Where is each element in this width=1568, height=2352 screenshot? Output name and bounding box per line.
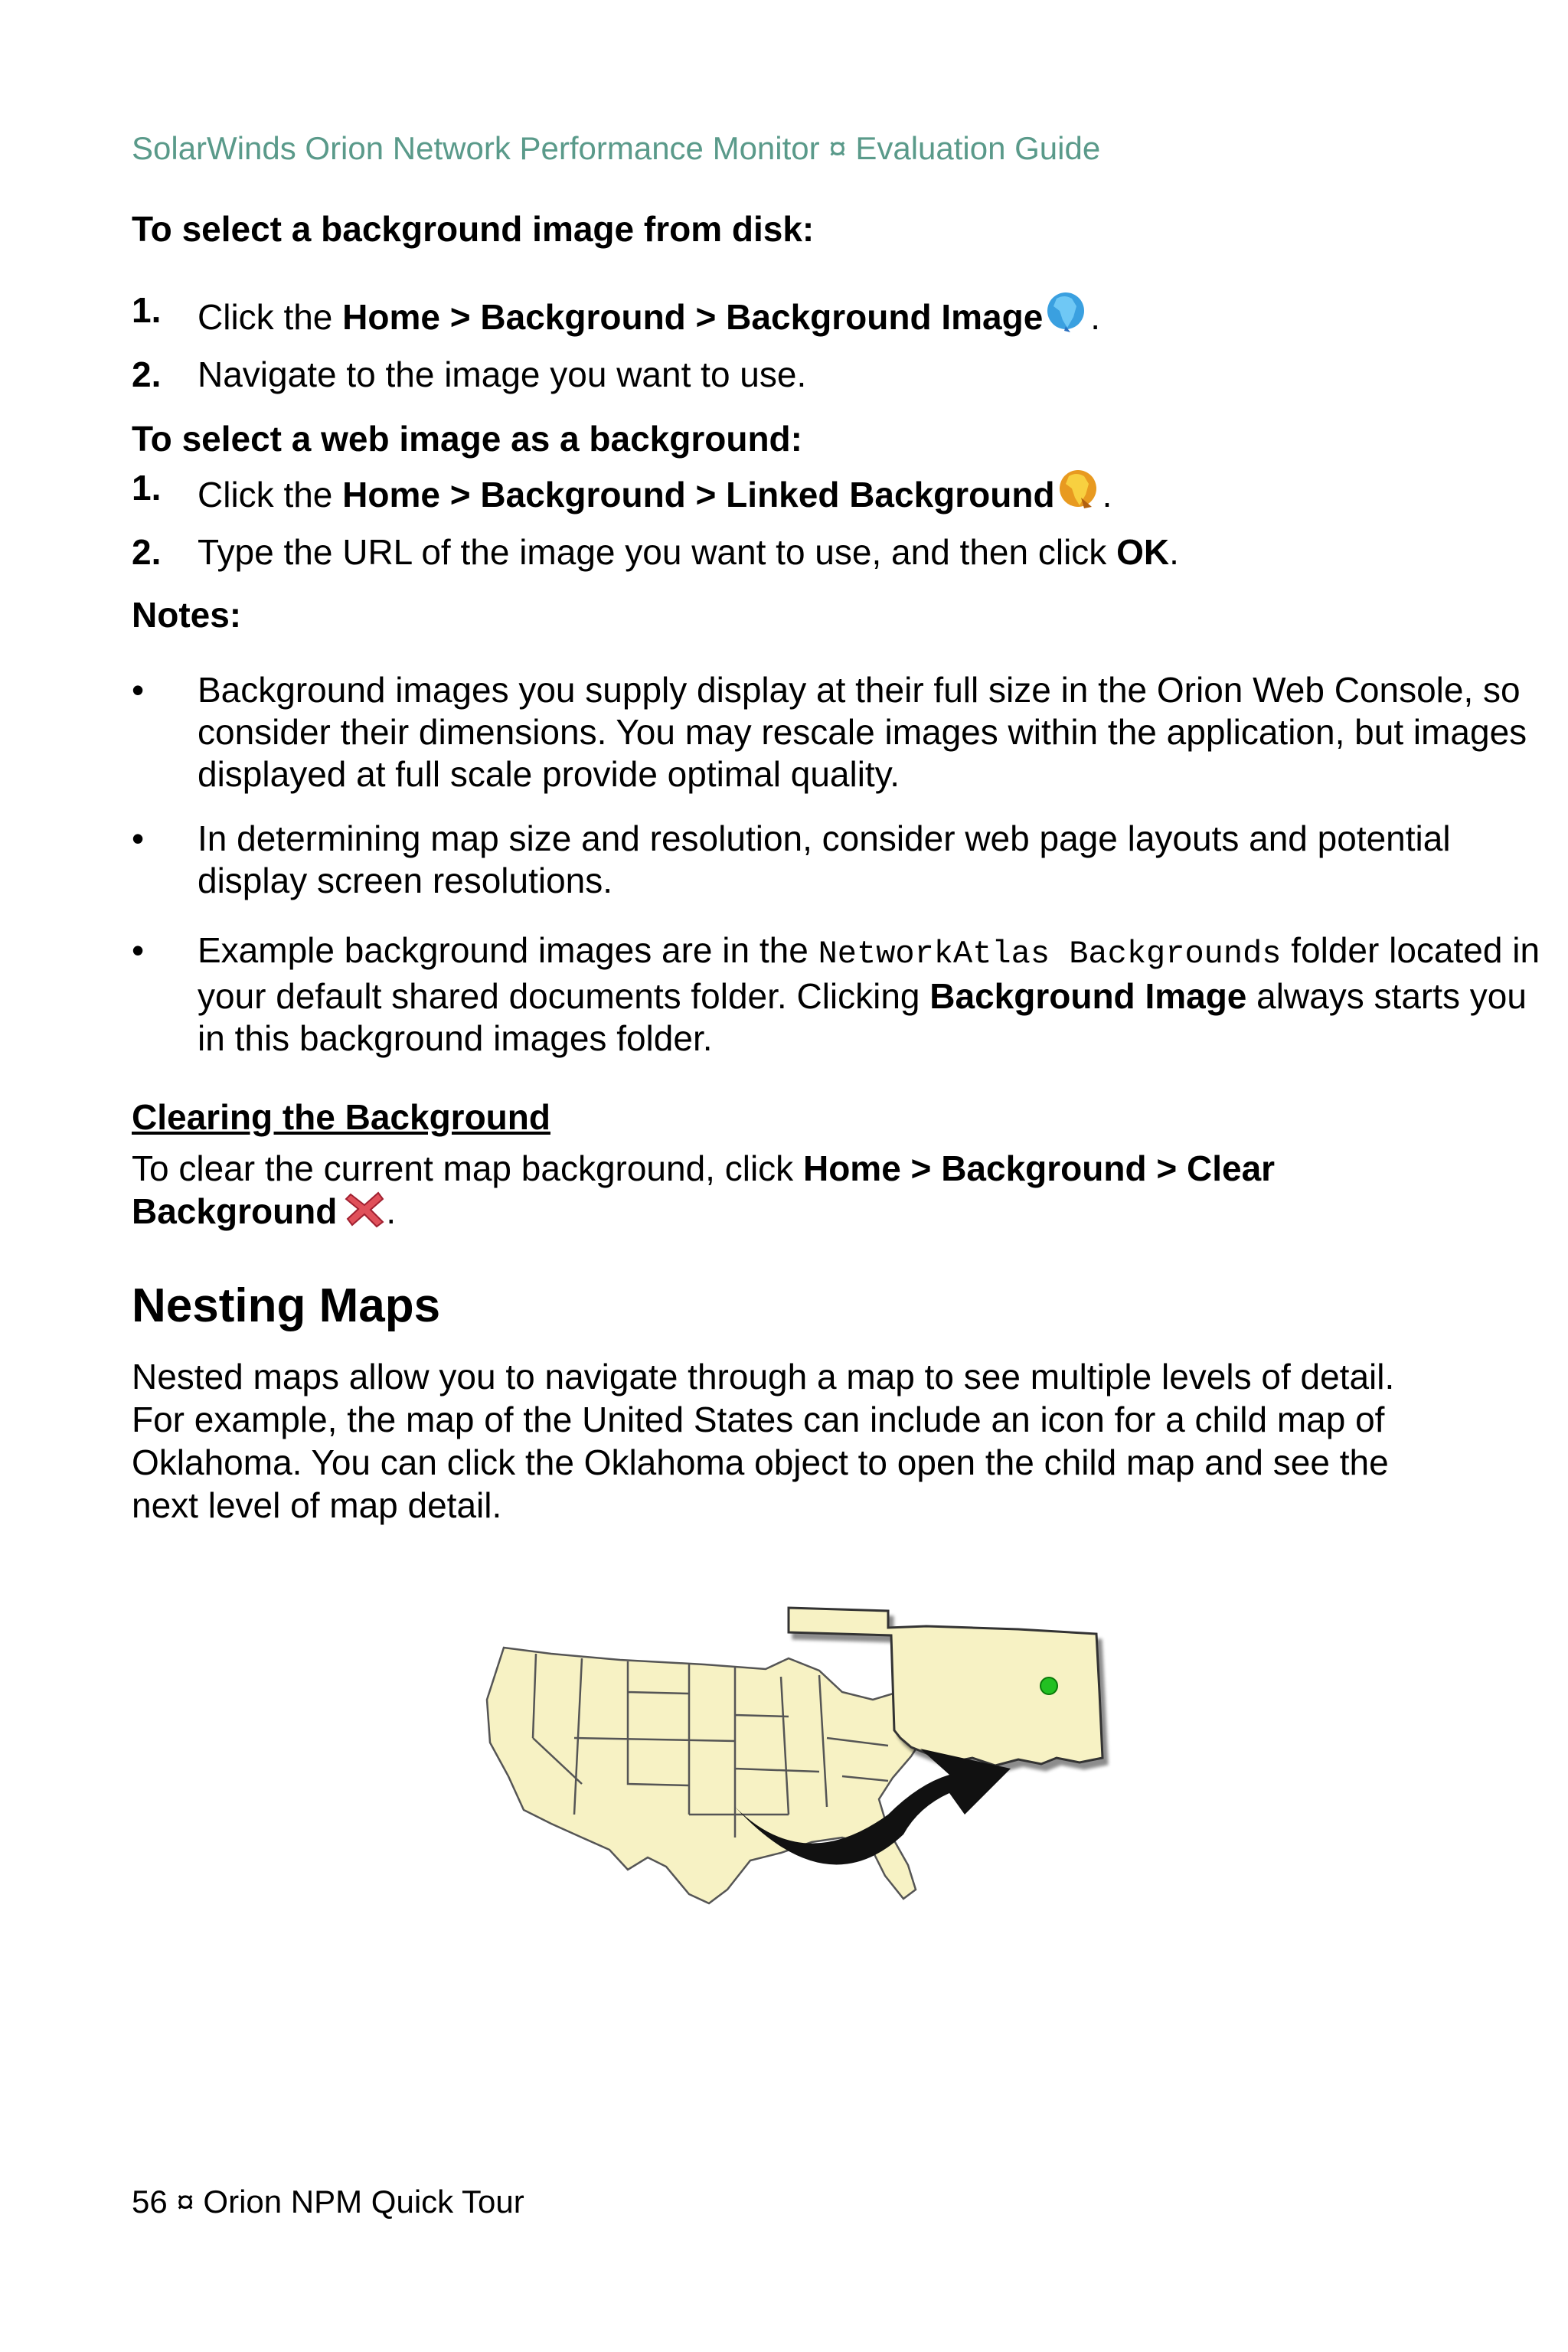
note-text: Example background images are in the	[198, 930, 818, 970]
clearing-period: .	[386, 1191, 397, 1231]
running-header: SolarWinds Orion Network Performance Monitor ¤ Evaluation Guide	[132, 130, 1101, 166]
menu-path: Home > Background > Linked Background	[342, 475, 1055, 514]
menu-path: Home > Background > Background Image	[342, 297, 1044, 337]
nested-map-illustration	[459, 1585, 1118, 1983]
step-text: Click the	[198, 475, 343, 514]
globe-africa-orange-icon	[1055, 467, 1102, 520]
bullet-icon: •	[132, 670, 145, 710]
bullet-icon: •	[132, 818, 145, 858]
note-text: folder located in your default shared documents folder. Clicking	[198, 930, 1540, 1016]
page-footer: 56 ¤ Orion NPM Quick Tour	[132, 2184, 524, 2220]
folder-name-code: NetworkAtlas Backgrounds	[818, 936, 1282, 972]
step-text: Type the URL of the image you want to use, and then click	[198, 532, 1117, 572]
bullet-icon: •	[132, 930, 145, 970]
nesting-paragraph: Nested maps allow you to navigate through a map to see multiple levels of detail. For example, the map of the United States can include an icon for a child map of Oklahoma. You can click the Oklahoma object to open the child map and see the next level of map detail.	[132, 1357, 1395, 1525]
step-number: 1.	[132, 290, 162, 330]
nested-map-figure	[459, 1585, 1118, 1983]
step-number: 2.	[132, 354, 162, 394]
note-text: always starts you in this background images folder.	[198, 976, 1527, 1058]
disk-step-1	[132, 289, 1433, 335]
web-section-heading: To select a web image as a background:	[132, 419, 802, 459]
note-item-3	[132, 929, 1548, 1060]
clearing-text: To clear the current map background, click	[132, 1148, 803, 1188]
note-item-1	[132, 669, 1548, 799]
globe-africa-blue-icon	[1043, 289, 1090, 342]
step-period: .	[1169, 532, 1179, 572]
web-step-2	[132, 531, 1433, 577]
red-x-icon	[345, 1190, 386, 1237]
nesting-heading: Nesting Maps	[132, 1279, 441, 1332]
step-number: 2.	[132, 532, 162, 572]
note-text: Background images you supply display at their full size in the Orion Web Console, so consider their dimensions. You may rescale images within the application, but images displayed at full scale provide optimal quality.	[198, 670, 1527, 794]
clearing-heading: Clearing the Background	[132, 1097, 550, 1137]
step-period: .	[1102, 475, 1112, 514]
step-number: 1.	[132, 468, 162, 508]
disk-section-heading: To select a background image from disk:	[132, 209, 815, 249]
menu-path: Home > Background > Clear Background	[132, 1148, 1276, 1231]
notes-heading: Notes:	[132, 595, 242, 635]
us-map	[487, 1648, 928, 1903]
step-text: Navigate to the image you want to use.	[198, 354, 807, 394]
ok-label: OK	[1116, 532, 1170, 572]
clearing-paragraph	[132, 1147, 1464, 1237]
step-text: Click the	[198, 297, 343, 337]
step-period: .	[1090, 297, 1101, 337]
background-image-label: Background Image	[929, 976, 1247, 1016]
note-text: In determining map size and resolution, consider web page layouts and potential display screen resolutions.	[198, 818, 1451, 900]
green-node-icon	[1040, 1677, 1057, 1694]
note-item-2	[132, 818, 1548, 910]
web-step-1	[132, 467, 1433, 513]
disk-step-2	[132, 354, 1433, 400]
